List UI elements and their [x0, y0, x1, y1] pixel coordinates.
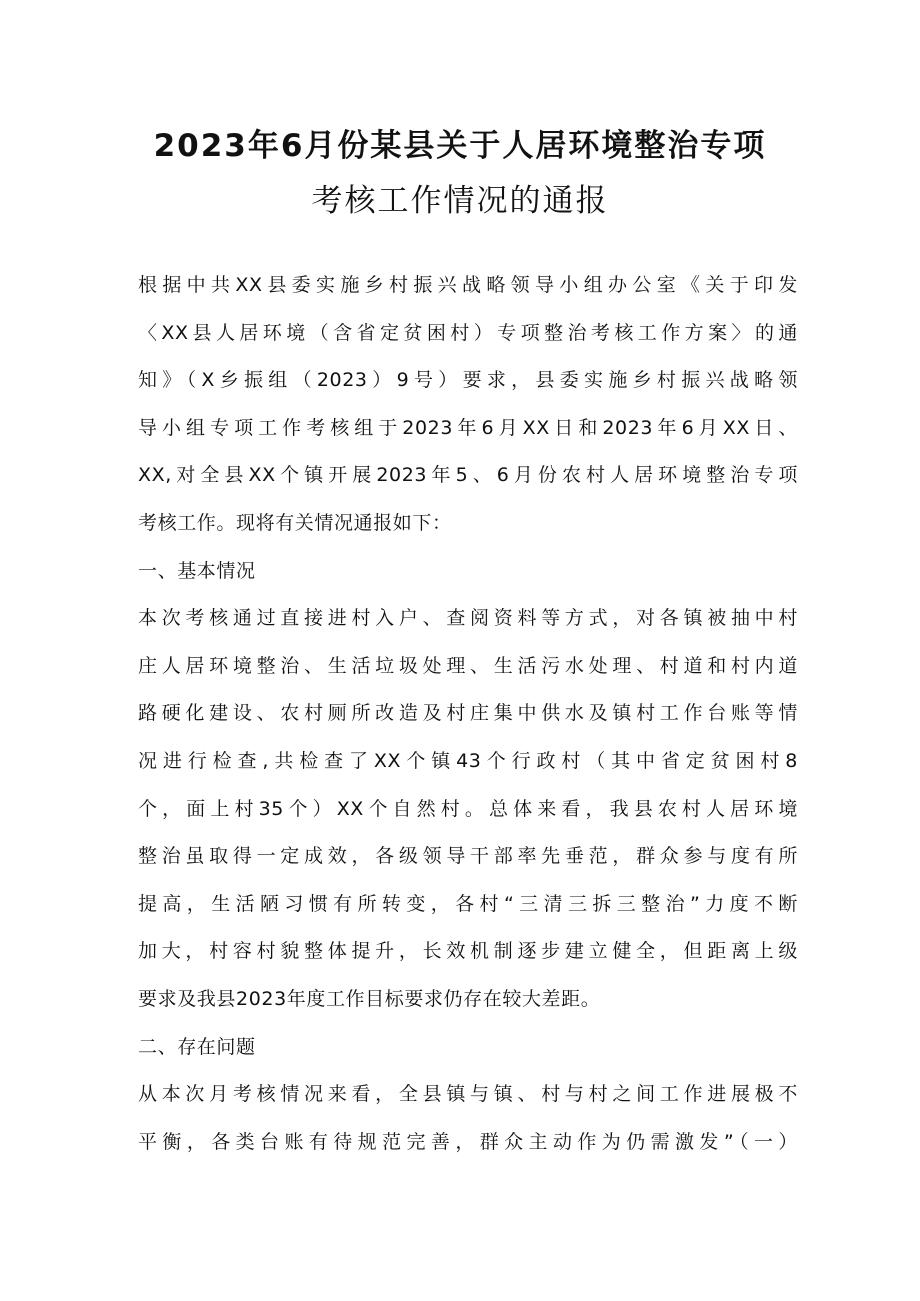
body-line: 平衡，各类台账有待规范完善，群众主动作为仍需激发”（一）: [138, 1130, 798, 1153]
body-line: 导小组专项工作考核组于2023年6月XX日和2023年6月XX日、: [138, 416, 798, 439]
body-line: 〈XX县人居环境（含省定贫困村）专项整治考核工作方案〉的通: [138, 321, 798, 344]
body-line: 提高，生活陋习惯有所转变，各村“三清三拆三整治”力度不断: [138, 892, 798, 915]
body-line: 庄人居环境整治、生活垃圾处理、生活污水处理、村道和村内道: [138, 654, 798, 677]
body-line: 知》（X乡振组（2023）9号）要求，县委实施乡村振兴战略领: [138, 369, 798, 392]
body-line: 根据中共XX县委实施乡村振兴战略领导小组办公室《关于印发: [138, 274, 798, 296]
body-line: 要求及我县2023年度工作目标要求仍存在较大差距。: [138, 987, 601, 1010]
body-line: 况进行检查,共检查了XX个镇43个行政村（其中省定贫困村8: [138, 749, 798, 772]
section-heading-basic-situation: 一、基本情况: [138, 559, 256, 582]
body-line: 整治虽取得一定成效，各级领导干部率先垂范，群众参与度有所: [138, 845, 798, 868]
body-line: 本次考核通过直接进村入户、查阅资料等方式，对各镇被抽中村: [138, 607, 798, 630]
document-body: [138, 262, 798, 1166]
body-line: XX,对全县XX个镇开展2023年5、6月份农村人居环境整治专项: [138, 464, 798, 487]
body-line: 加大，村容村貌整体提升，长效机制逐步建立健全，但距离上级: [138, 940, 798, 963]
body-line: 从本次月考核情况来看，全县镇与镇、村与村之间工作进展极不: [138, 1083, 798, 1106]
body-line: 路硬化建设、农村厕所改造及村庄集中供水及镇村工作台账等情: [138, 702, 798, 725]
document-title-line-1: 2023年6月份某县关于人居环境整治专项: [153, 128, 767, 164]
document-title-line-2: 考核工作情况的通报: [311, 183, 609, 219]
section-heading-existing-problems: 二、存在问题: [138, 1035, 256, 1058]
body-line: 考核工作。现将有关情况通报如下：: [138, 511, 452, 534]
body-line: 个，面上村35个）XX个自然村。总体来看，我县农村人居环境: [138, 797, 798, 820]
